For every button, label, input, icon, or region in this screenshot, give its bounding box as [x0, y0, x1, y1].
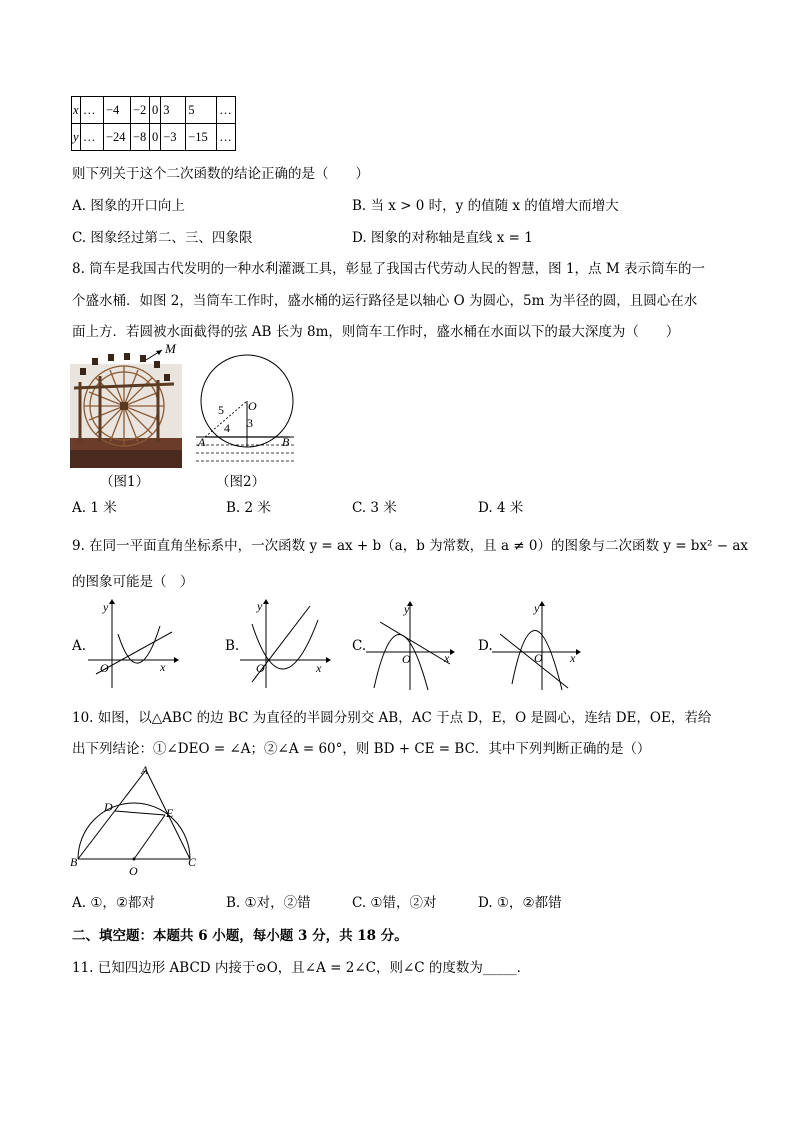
q7-option-a: A. 图象的开口向上	[72, 198, 185, 214]
table-row-label: y	[72, 124, 81, 151]
graph-option-a	[88, 598, 180, 690]
circle-chord-diagram	[190, 352, 298, 466]
table-cell: 0	[150, 124, 161, 151]
center-o-label: O	[248, 399, 257, 413]
q10-option-b: B. ①对，②错	[226, 895, 311, 911]
y-axis-label: y	[534, 601, 540, 615]
graph-c-label: C.	[352, 638, 367, 654]
x-axis-label: x	[160, 660, 166, 674]
q8-option-b: B. 2 米	[226, 500, 271, 516]
point-a-label: A	[141, 763, 149, 777]
origin-label: O	[402, 652, 411, 666]
q9-stem-line1: 9. 在同一平面直角坐标系中，一次函数 y = ax + b（a，b 为常数，且 a ≠ 0）的图象与二次函数 y = bx² − ax	[72, 538, 749, 554]
table-cell: …	[217, 124, 236, 151]
triangle-semicircle-diagram	[70, 760, 206, 880]
point-c-label: C	[188, 855, 197, 869]
table-cell: −3	[161, 124, 186, 151]
q8-stem-line1: 8. 筒车是我国古代发明的一种水利灌溉工具，彰显了我国古代劳动人民的智慧，图 1，点 M 表示筒车的一	[72, 261, 705, 277]
figure1-caption: （图1）	[100, 474, 150, 490]
table-cell: …	[81, 124, 104, 151]
y-axis-label: y	[404, 602, 410, 616]
y-axis-label: y	[257, 599, 263, 613]
water-wheel-photo	[70, 342, 182, 468]
table-cell: …	[217, 97, 236, 124]
q8-stem-line2: 个盛水桶．如图 2，当筒车工作时，盛水桶的运行路径是以轴心 O 为圆心，5m 为半径的圆，且圆心在水	[72, 293, 698, 309]
q10-option-a: A. ①，②都对	[72, 895, 156, 911]
table-cell: 3	[161, 97, 186, 124]
table-cell: −4	[104, 97, 131, 124]
table-cell: −15	[186, 124, 217, 151]
q10-stem-line1: 10. 如图，以△ABC 的边 BC 为直径的半圆分别交 AB，AC 于点 D，E，O 是圆心，连结 DE，OE，若给	[72, 710, 712, 726]
graph-option-d	[492, 600, 584, 692]
table-cell: 5	[186, 97, 217, 124]
q10-stem-line2: 出下列结论：①∠DEO = ∠A；②∠A = 60°，则 BD + CE = BC．其中下列判断正确的是（）	[72, 741, 651, 757]
graph-a-label: A.	[72, 638, 87, 654]
x-axis-label: x	[570, 651, 576, 665]
q7-stem: 则下列关于这个二次函数的结论正确的是（ ）	[72, 166, 369, 182]
q7-option-d: D. 图象的对称轴是直线 x = 1	[352, 230, 533, 246]
q10-option-d: D. ①，②都错	[478, 895, 562, 911]
point-b-label: B	[70, 855, 78, 869]
table-cell: −2	[131, 97, 150, 124]
q8-stem-line3: 面上方．若圆被水面截得的弦 AB 长为 8m，则筒车工作时，盛水桶在水面以下的最大深度为（ ）	[72, 324, 680, 340]
y-axis-label: y	[103, 600, 109, 614]
x-axis-label: x	[444, 651, 450, 665]
graph-option-b	[240, 596, 332, 690]
q7-option-c: C. 图象经过第二、三、四象限	[72, 230, 253, 246]
table-row	[72, 97, 236, 124]
origin-label: O	[256, 661, 265, 675]
point-b-label: B	[282, 435, 290, 449]
q9-stem-line2: 的图象可能是（ ）	[72, 574, 194, 590]
q7-option-b: B. 当 x > 0 时，y 的值随 x 的值增大而增大	[352, 198, 619, 214]
graph-b-label: B.	[225, 638, 240, 654]
table-cell: …	[81, 97, 104, 124]
x-axis-label: x	[316, 661, 322, 675]
q8-option-c: C. 3 米	[352, 500, 397, 516]
q8-option-d: D. 4 米	[478, 500, 524, 516]
point-m-label: M	[165, 342, 176, 356]
graph-option-c	[366, 600, 460, 692]
q10-option-c: C. ①错，②对	[352, 895, 437, 911]
q8-option-a: A. 1 米	[72, 500, 117, 516]
radius-label: 5	[218, 403, 224, 417]
figure2-caption: （图2）	[216, 474, 266, 490]
section-heading: 二、填空题：本题共 6 小题，每小题 3 分，共 18 分。	[72, 928, 408, 944]
point-o-label: O	[129, 864, 138, 878]
table-row-label: x	[72, 97, 81, 124]
xy-value-table	[71, 96, 236, 151]
origin-label: O	[534, 651, 543, 665]
half-chord-label: 4	[224, 421, 230, 435]
table-row	[72, 124, 236, 151]
origin-label: O	[100, 661, 109, 675]
distance-label: 3	[247, 416, 253, 430]
point-a-label: A	[198, 435, 206, 449]
table-cell: −24	[104, 124, 131, 151]
point-d-label: D	[104, 800, 113, 814]
point-e-label: E	[166, 806, 174, 820]
q11-stem: 11. 已知四边形 ABCD 内接于⊙O，且∠A = 2∠C，则∠C 的度数为_____．	[72, 960, 531, 976]
table-cell: 0	[150, 97, 161, 124]
table-cell: −8	[131, 124, 150, 151]
graph-d-label: D.	[478, 638, 493, 654]
